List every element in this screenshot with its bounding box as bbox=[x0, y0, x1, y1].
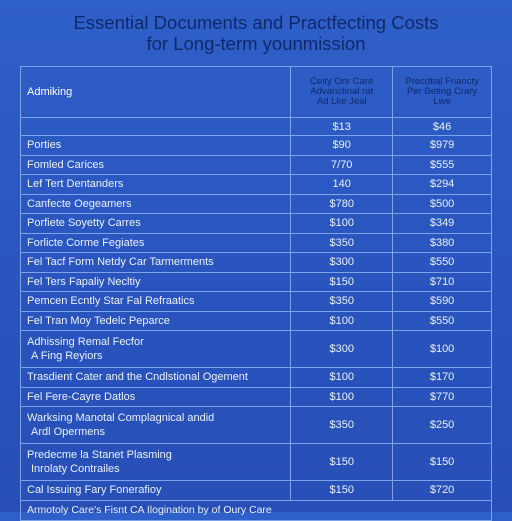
col3-value: $550 bbox=[393, 253, 492, 273]
row-label-line: Fel Tacf Form Netdy Car Tarmerments bbox=[27, 256, 214, 269]
col2-value: $300 bbox=[291, 331, 393, 368]
col3-value: $500 bbox=[393, 194, 492, 214]
row-label bbox=[21, 387, 291, 407]
table-footer-note: Armotoly Care's Fisnt CA Ilogination by of Oury Care bbox=[21, 500, 492, 520]
table-row bbox=[21, 175, 492, 195]
row-label-line: Predecme la Stanet Plasming bbox=[27, 449, 172, 461]
cost-table bbox=[20, 66, 492, 516]
col3-value: $294 bbox=[393, 175, 492, 195]
col2-value: $100 bbox=[291, 311, 393, 331]
table-row bbox=[21, 368, 492, 388]
table-row bbox=[21, 136, 492, 156]
row-label-line: Pemcen Ecntly Star Fal Refraatics bbox=[27, 295, 195, 308]
row-label bbox=[21, 233, 291, 253]
col2-header bbox=[291, 67, 393, 118]
table-row-first bbox=[21, 118, 492, 136]
col2-header-line: Advanctinal rat bbox=[310, 86, 374, 97]
col3-value: $720 bbox=[393, 481, 492, 501]
col3-value: $770 bbox=[393, 387, 492, 407]
first-row-label bbox=[21, 118, 291, 136]
col2-header-line: Ad Lke Jeal bbox=[316, 96, 367, 107]
col3-value: $590 bbox=[393, 292, 492, 312]
first-row-col2: $13 bbox=[291, 118, 393, 136]
row-label bbox=[21, 253, 291, 273]
row-label bbox=[21, 292, 291, 312]
row-label-header: Admiking bbox=[21, 67, 291, 118]
table-row bbox=[21, 387, 492, 407]
row-label-line: Canfecte Oegeamers bbox=[27, 197, 132, 210]
title-line-2: for Long-term younmission bbox=[146, 33, 366, 54]
col3-header-line: Per Beting Crary bbox=[406, 86, 478, 97]
col3-header bbox=[393, 67, 492, 118]
page-title bbox=[0, 12, 512, 54]
table-row bbox=[21, 292, 492, 312]
row-label-line: Ardl Opermens bbox=[31, 426, 105, 438]
col3-value: $380 bbox=[393, 233, 492, 253]
row-label-line: Fel Fere-Cayre Datlos bbox=[27, 390, 136, 403]
row-label bbox=[21, 155, 291, 175]
col3-value: $170 bbox=[393, 368, 492, 388]
row-label bbox=[21, 407, 291, 444]
col2-value: $300 bbox=[291, 253, 393, 273]
row-label bbox=[21, 444, 291, 481]
col2-value: $100 bbox=[291, 214, 393, 234]
col3-header-line: Lwe bbox=[433, 96, 451, 107]
col2-value: $100 bbox=[291, 387, 393, 407]
table-row bbox=[21, 155, 492, 175]
row-label bbox=[21, 481, 291, 501]
table-row bbox=[21, 272, 492, 292]
col2-value: 140 bbox=[291, 175, 393, 195]
table-row bbox=[21, 444, 492, 481]
row-label-line: Lef Tert Dentanders bbox=[27, 178, 124, 191]
row-label-line: Trasdient Cater and the Cndlstional Ogement bbox=[27, 371, 248, 384]
row-label-line: Cal Issuing Fary Fonerafioy bbox=[27, 484, 162, 497]
col3-value: $710 bbox=[393, 272, 492, 292]
table-row bbox=[21, 253, 492, 273]
row-label-line: Porfiete Soyetty Carres bbox=[27, 217, 141, 230]
col3-value: $979 bbox=[393, 136, 492, 156]
row-label bbox=[21, 368, 291, 388]
row-label bbox=[21, 194, 291, 214]
table-row bbox=[21, 233, 492, 253]
row-label-line: Inrolaty Contrailes bbox=[31, 463, 120, 475]
col3-value: $550 bbox=[393, 311, 492, 331]
table-footer-row bbox=[21, 500, 492, 520]
row-label-line: Fomled Carices bbox=[27, 158, 105, 171]
col2-value: $150 bbox=[291, 444, 393, 481]
col2-header-line: Ceity Onr Care bbox=[310, 76, 374, 87]
row-label bbox=[21, 331, 291, 368]
col3-value: $100 bbox=[393, 331, 492, 368]
col3-value: $150 bbox=[393, 444, 492, 481]
table-row bbox=[21, 194, 492, 214]
row-label-line: Forlicte Corme Fegiates bbox=[27, 236, 145, 249]
col2-value: 7/70 bbox=[291, 155, 393, 175]
row-label bbox=[21, 214, 291, 234]
table-header-row bbox=[21, 67, 492, 118]
col2-value: $90 bbox=[291, 136, 393, 156]
title-line-1: Essential Documents and Practfecting Costs bbox=[73, 12, 439, 33]
col2-value: $150 bbox=[291, 481, 393, 501]
row-label bbox=[21, 175, 291, 195]
first-row-col3: $46 bbox=[393, 118, 492, 136]
row-label-line: Fel Ters Fapaliy Necltiy bbox=[27, 275, 141, 288]
col2-value: $350 bbox=[291, 233, 393, 253]
row-label-line: Fel Tran Moy Tedelc Peparce bbox=[27, 314, 170, 327]
col3-value: $555 bbox=[393, 155, 492, 175]
col3-header-line: Precdtial Fnancty bbox=[405, 76, 479, 87]
col2-value: $150 bbox=[291, 272, 393, 292]
col2-value: $780 bbox=[291, 194, 393, 214]
row-label bbox=[21, 272, 291, 292]
row-label-line: A Fing Reyiors bbox=[31, 350, 103, 362]
row-label-line: Warksing Manotal Complagnical andid bbox=[27, 412, 215, 424]
col3-value: $250 bbox=[393, 407, 492, 444]
col2-value: $350 bbox=[291, 292, 393, 312]
col2-value: $350 bbox=[291, 407, 393, 444]
table-row bbox=[21, 331, 492, 368]
cost-table-grid bbox=[20, 66, 492, 521]
table-row bbox=[21, 481, 492, 501]
row-label bbox=[21, 136, 291, 156]
table-row bbox=[21, 311, 492, 331]
row-label bbox=[21, 311, 291, 331]
col2-value: $100 bbox=[291, 368, 393, 388]
row-label-line: Porties bbox=[27, 139, 62, 152]
col3-value: $349 bbox=[393, 214, 492, 234]
table-row bbox=[21, 407, 492, 444]
table-row bbox=[21, 214, 492, 234]
row-label-line: Adhissing Remal Fecfor bbox=[27, 336, 144, 348]
